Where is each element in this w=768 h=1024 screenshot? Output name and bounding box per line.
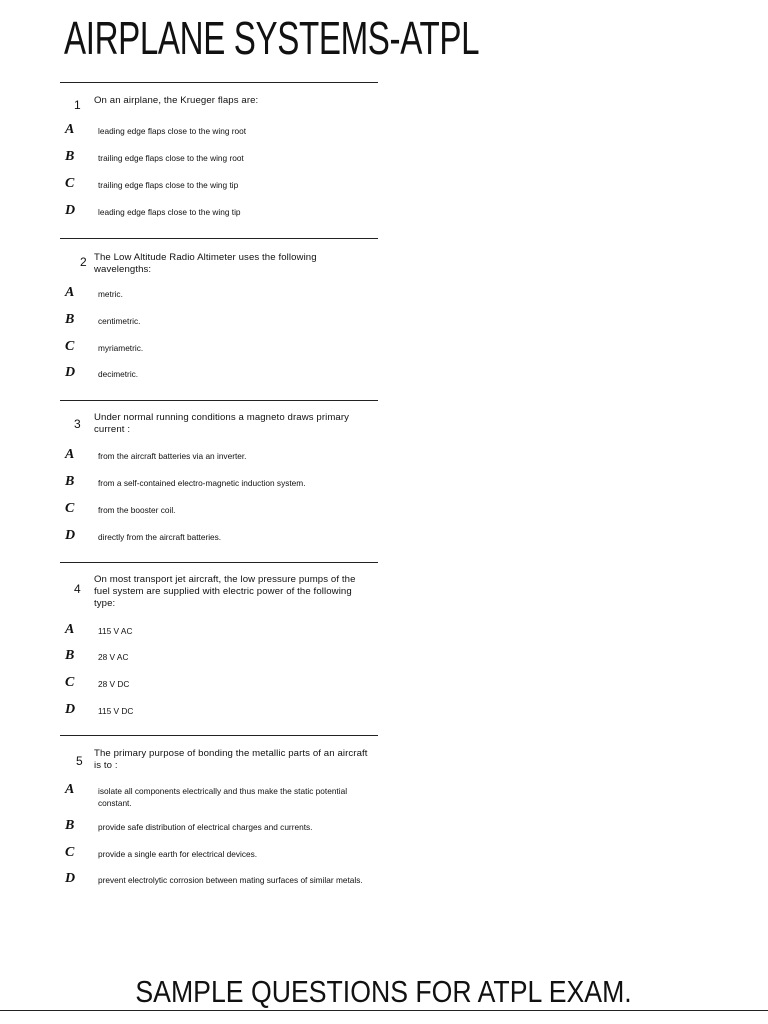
option-letter: B	[65, 312, 75, 327]
question-number: 5	[76, 754, 83, 768]
option-text: metric.	[98, 289, 123, 299]
page-title: AIRPLANE SYSTEMS-ATPL	[64, 12, 480, 64]
option-text: 115 V DC	[98, 706, 134, 716]
option-letter: A	[65, 782, 75, 797]
option-letter: D	[65, 871, 76, 886]
question-block	[60, 82, 378, 239]
option-text: trailing edge flaps close to the wing tip	[98, 180, 239, 190]
option-letter: B	[65, 149, 75, 164]
option-letter: C	[65, 501, 75, 516]
option-text: isolate all components electrically and thus make the static potential constant.	[98, 786, 348, 808]
question-header	[60, 401, 378, 441]
option-text: myriametric.	[98, 343, 144, 353]
question-header	[60, 239, 378, 279]
option-text: leading edge flaps close to the wing tip	[98, 207, 241, 217]
option-text: provide safe distribution of electrical charges and currents.	[98, 822, 313, 832]
option-text: 28 V AC	[98, 652, 129, 662]
option-letter: A	[65, 447, 75, 462]
option-text: from the booster coil.	[98, 505, 176, 515]
option-text: provide a single earth for electrical devices.	[98, 849, 258, 859]
option-text: from the aircraft batteries via an inverter.	[98, 451, 247, 461]
option-text: trailing edge flaps close to the wing root	[98, 153, 244, 163]
question-header	[60, 563, 378, 615]
option-letter: D	[65, 365, 76, 380]
footer-title-text: SAMPLE QUESTIONS FOR ATPL EXAM.	[135, 974, 633, 1009]
question-block	[60, 735, 378, 906]
option-letter: A	[65, 285, 75, 300]
question-header	[60, 736, 378, 776]
question-number: 2	[80, 255, 87, 269]
question-text: The primary purpose of bonding the metallic parts of an aircraft is to :	[94, 748, 368, 771]
option-text: centimetric.	[98, 316, 141, 326]
question-text: On most transport jet aircraft, the low pressure pumps of the fuel system are supplied with electric power of the following type:	[94, 574, 356, 609]
option-letter: A	[65, 122, 75, 137]
question-block	[60, 238, 378, 401]
option-text: prevent electrolytic corrosion between mating surfaces of similar metals.	[98, 875, 363, 885]
option-letter: A	[65, 622, 75, 637]
option-text: from a self-contained electro-magnetic induction system.	[98, 478, 306, 488]
option-letter: D	[65, 702, 76, 717]
footer-divider	[0, 1010, 768, 1011]
option-letter: C	[65, 675, 75, 690]
option-text: 115 V AC	[98, 626, 133, 636]
option-text: leading edge flaps close to the wing root	[98, 126, 247, 136]
question-block	[60, 400, 378, 563]
question-text: On an airplane, the Krueger flaps are:	[94, 95, 259, 106]
option-text: 28 V DC	[98, 679, 130, 689]
option-letter: D	[65, 203, 76, 218]
question-block	[60, 562, 378, 736]
question-header	[60, 83, 378, 123]
option-text: decimetric.	[98, 369, 139, 379]
question-text: The Low Altitude Radio Altimeter uses the following wavelengths:	[94, 252, 317, 275]
option-letter: C	[65, 845, 75, 860]
footer-title	[0, 972, 768, 1012]
option-letter: C	[65, 176, 75, 191]
question-text: Under normal running conditions a magneto draws primary current :	[94, 412, 350, 435]
option-letter: B	[65, 818, 75, 833]
question-number: 3	[74, 417, 81, 431]
option-letter: D	[65, 528, 76, 543]
question-number: 1	[74, 98, 81, 112]
option-letter: C	[65, 339, 75, 354]
option-letter: B	[65, 648, 75, 663]
option-letter: B	[65, 474, 75, 489]
option-text: directly from the aircraft batteries.	[98, 532, 222, 542]
question-number: 4	[74, 582, 81, 596]
